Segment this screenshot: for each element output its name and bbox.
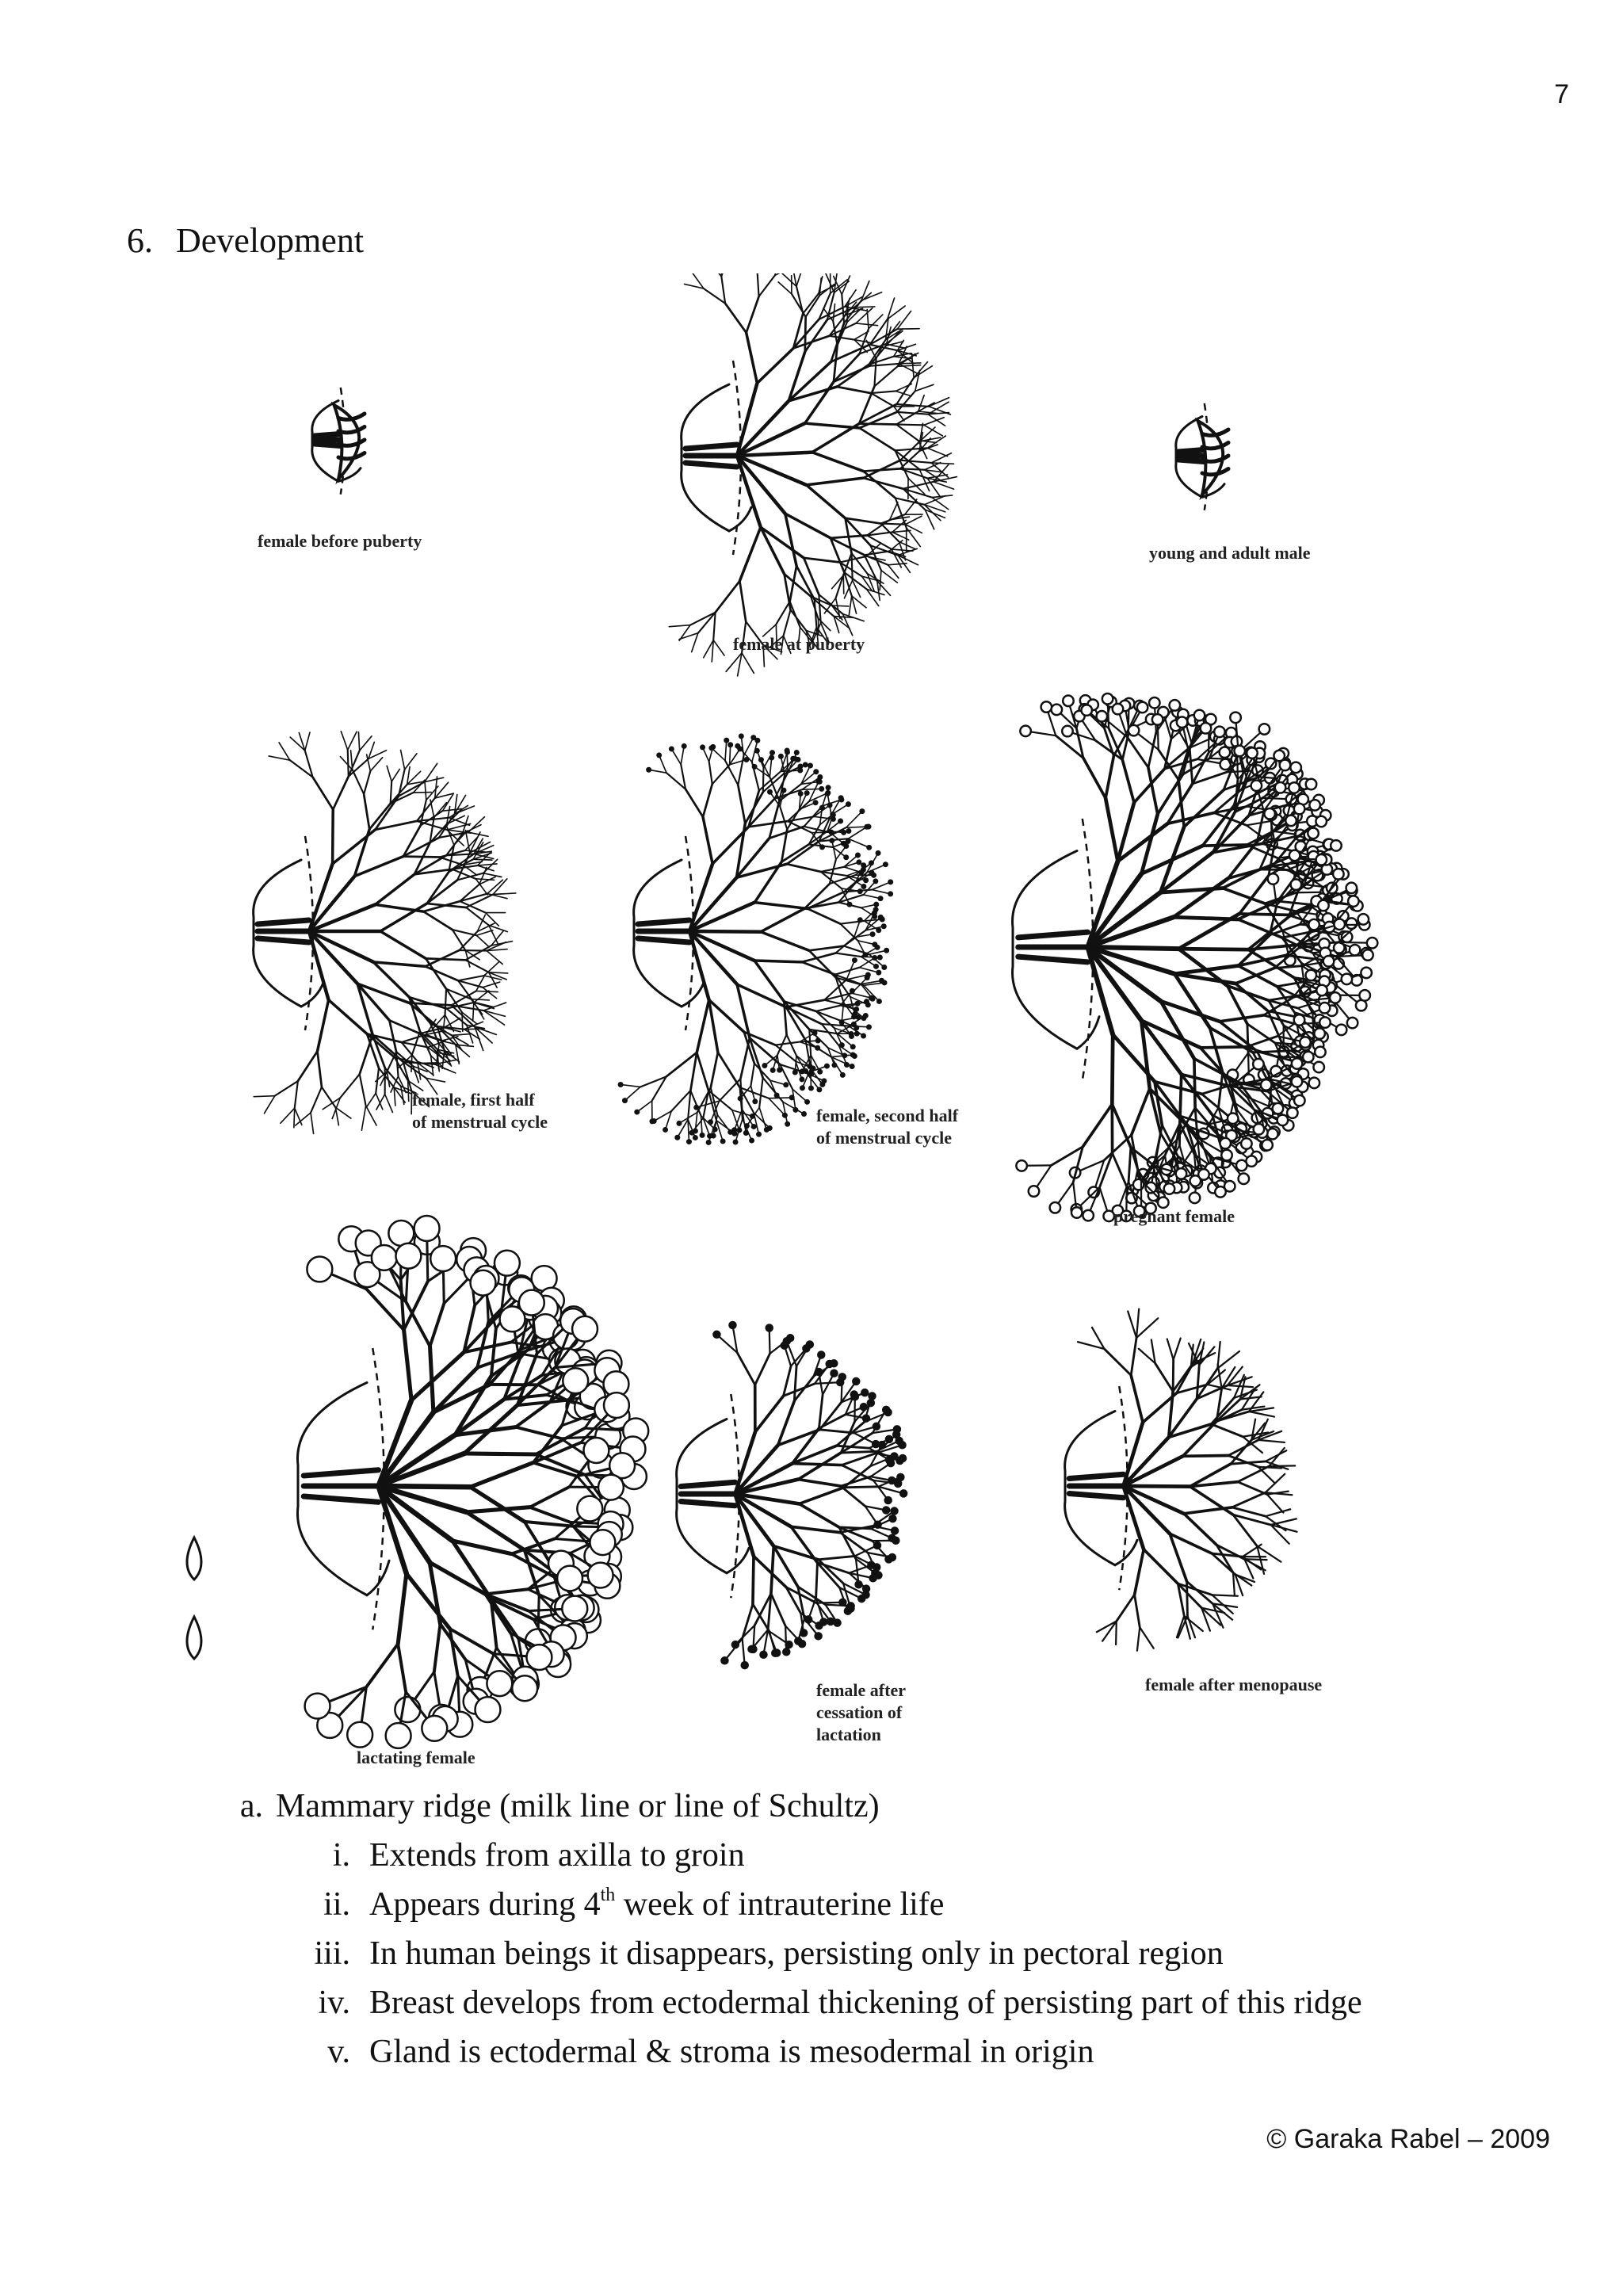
list-item-a bbox=[222, 1782, 880, 1831]
caption-cessation-line2: cessation of bbox=[816, 1702, 903, 1722]
list-item-text: week of intrauterine life bbox=[615, 1886, 945, 1923]
list-item-text: In human beings it disappears, persisting only in pectoral region bbox=[369, 1935, 1224, 1972]
drawing-lactating-female bbox=[297, 1216, 648, 1748]
list-item-text: Extends from axilla to groin bbox=[369, 1837, 745, 1874]
list-marker: v. bbox=[327, 2034, 350, 2070]
list-marker: i. bbox=[332, 1837, 350, 1874]
caption-female-at-puberty: female at puberty bbox=[733, 634, 865, 654]
superscript-th: th bbox=[600, 1885, 616, 1905]
caption-female-after-menopause: female after menopause bbox=[1145, 1675, 1323, 1694]
list-item-v bbox=[293, 2027, 1094, 2076]
drawing-female-at-puberty bbox=[669, 273, 957, 676]
list-item-ii bbox=[293, 1880, 944, 1929]
drawing-pregnant-female bbox=[1013, 693, 1378, 1221]
caption-first-half-line1: female, first half bbox=[412, 1090, 535, 1110]
list-item-i bbox=[293, 1831, 745, 1880]
section-title: Development bbox=[176, 221, 365, 260]
list-marker: a. bbox=[239, 1788, 263, 1824]
drawing-young-adult-male bbox=[1176, 403, 1228, 510]
section-number: 6. bbox=[127, 221, 153, 260]
list-marker: iv. bbox=[318, 1985, 350, 2021]
list-item-text: Gland is ectodermal & stroma is mesodermal in origin bbox=[369, 2034, 1094, 2070]
list-marker: ii. bbox=[323, 1886, 350, 1923]
development-illustrations bbox=[174, 273, 1395, 1771]
section-heading bbox=[127, 220, 364, 261]
caption-pregnant-female: pregnant female bbox=[1113, 1206, 1235, 1226]
drawing-female-after-cessation bbox=[677, 1321, 908, 1670]
caption-cessation-line3: lactation bbox=[816, 1725, 881, 1744]
caption-cessation-line1: female after bbox=[816, 1680, 906, 1700]
list-item-text: Mammary ridge (milk line or line of Schultz) bbox=[276, 1788, 880, 1824]
list-marker: iii. bbox=[314, 1935, 350, 1972]
copyright-footer: © Garaka Rabel – 2009 bbox=[1266, 2124, 1550, 2154]
drawing-female-first-half bbox=[254, 732, 516, 1134]
list-item-text: Breast develops from ectodermal thickening of persisting part of this ridge bbox=[369, 1985, 1362, 2021]
page-number: 7 bbox=[1554, 79, 1569, 109]
list-item-text: Appears during 4 bbox=[369, 1886, 601, 1923]
caption-young-adult-male: young and adult male bbox=[1149, 543, 1311, 563]
breast-development-figure bbox=[174, 273, 1395, 1771]
caption-first-half-line2: of menstrual cycle bbox=[412, 1112, 548, 1132]
drawing-female-second-half bbox=[618, 733, 894, 1145]
caption-female-before-puberty: female before puberty bbox=[258, 531, 422, 551]
caption-lactating-female: lactating female bbox=[357, 1748, 475, 1767]
list-item-iii bbox=[293, 1929, 1224, 1978]
milk-drops bbox=[187, 1538, 201, 1659]
caption-second-half-line2: of menstrual cycle bbox=[816, 1128, 953, 1148]
list-item-iv bbox=[293, 1978, 1362, 2027]
drawing-female-after-menopause bbox=[1065, 1309, 1297, 1651]
drawing-female-before-puberty bbox=[312, 388, 365, 495]
caption-second-half-line1: female, second half bbox=[816, 1106, 959, 1125]
